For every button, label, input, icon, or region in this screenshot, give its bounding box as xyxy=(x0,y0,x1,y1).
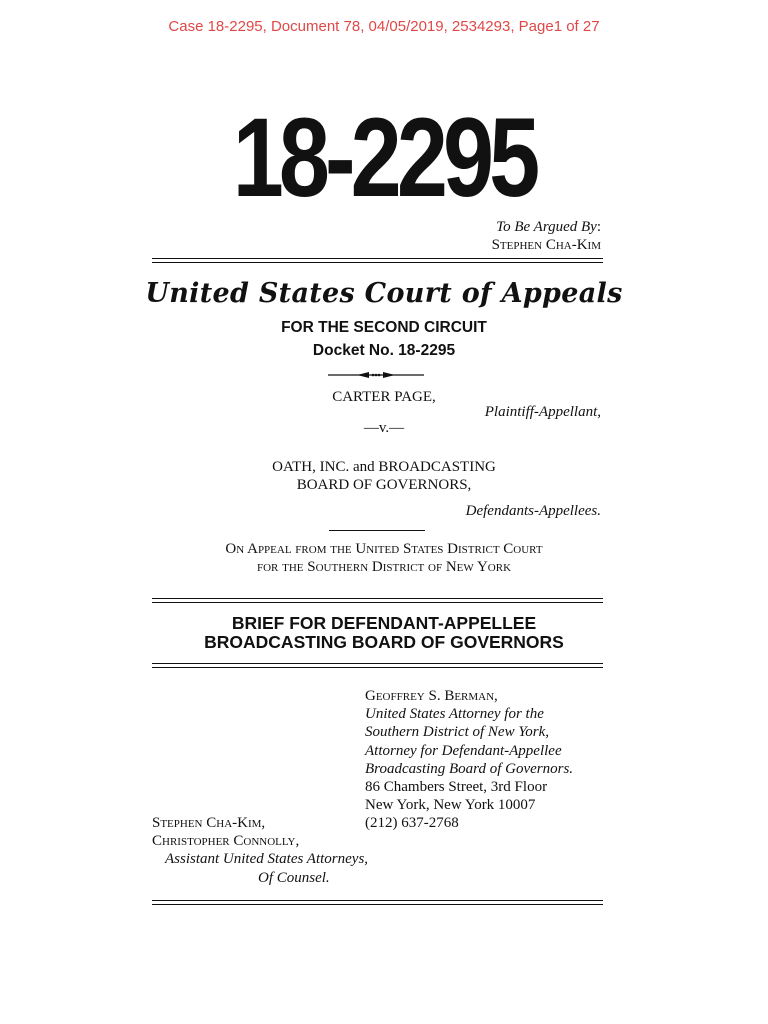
plaintiff-role-comma: , xyxy=(597,404,601,420)
plaintiff-name: CARTER PAGE, xyxy=(332,389,436,405)
argued-by-name: Stephen Cha-Kim xyxy=(491,237,601,253)
of-counsel: Of Counsel. xyxy=(258,869,330,886)
attorney-address-line: 86 Chambers Street, 3rd Floor xyxy=(365,779,548,796)
defendants-line-1: OATH, INC. and BROADCASTING xyxy=(272,459,496,475)
court-name: United States Court of Appeals xyxy=(145,278,623,309)
argued-by-block xyxy=(492,218,601,254)
attorney-address-line: New York, New York 10007 xyxy=(365,797,536,814)
top-double-rule xyxy=(152,258,603,263)
attorney-title-line: United States Attorney for the xyxy=(365,706,544,723)
short-rule xyxy=(329,530,425,531)
attorney-title-line: Broadcasting Board of Governors. xyxy=(365,760,574,777)
case-header-stamp: Case 18-2295, Document 78, 04/05/2019, 2534293, Page1 of 27 xyxy=(168,18,600,35)
plaintiff-role: Plaintiff-Appellant xyxy=(484,404,598,420)
docket-number-large: 18-2295 xyxy=(232,95,536,220)
bottom-double-rule xyxy=(152,900,603,905)
attorney-phone: (212) 637-2768 xyxy=(365,815,459,832)
argued-by-label-line xyxy=(492,218,601,236)
attorney-title-line: Attorney for Defendant-Appellee xyxy=(365,742,562,759)
argued-by-colon: : xyxy=(596,219,601,235)
versus: —v.— xyxy=(363,420,405,436)
brief-bottom-rule xyxy=(152,663,603,668)
counsel-block xyxy=(152,814,422,887)
plaintiff-role-line xyxy=(152,404,601,421)
appeal-line-1: On Appeal from the United States District Court xyxy=(225,541,543,557)
brief-title xyxy=(0,614,768,652)
counsel-role: Assistant United States Attorneys, xyxy=(165,851,369,868)
circuit-line: FOR THE SECOND CIRCUIT xyxy=(281,319,487,336)
docket-line: Docket No. 18-2295 xyxy=(312,342,456,359)
brief-title-line-2: BROADCASTING BOARD OF GOVERNORS xyxy=(204,632,564,652)
brief-top-rule xyxy=(152,598,603,603)
attorney-block xyxy=(365,687,573,833)
attorney-name: Geoffrey S. Berman, xyxy=(365,688,498,704)
counsel-name: Christopher Connolly, xyxy=(152,833,300,850)
attorney-title-line: Southern District of New York, xyxy=(365,724,550,741)
defendants-role: Defendants-Appellees. xyxy=(465,503,601,519)
defendants-line-2: BOARD OF GOVERNORS, xyxy=(296,477,472,493)
counsel-name: Stephen Cha-Kim, xyxy=(152,815,266,831)
argued-by-label: To Be Argued By xyxy=(496,219,597,235)
appeal-line-2: for the Southern District of New York xyxy=(256,559,512,575)
brief-title-line-1: BRIEF FOR DEFENDANT-APPELLEE xyxy=(231,613,537,633)
ornament-divider xyxy=(327,369,425,381)
